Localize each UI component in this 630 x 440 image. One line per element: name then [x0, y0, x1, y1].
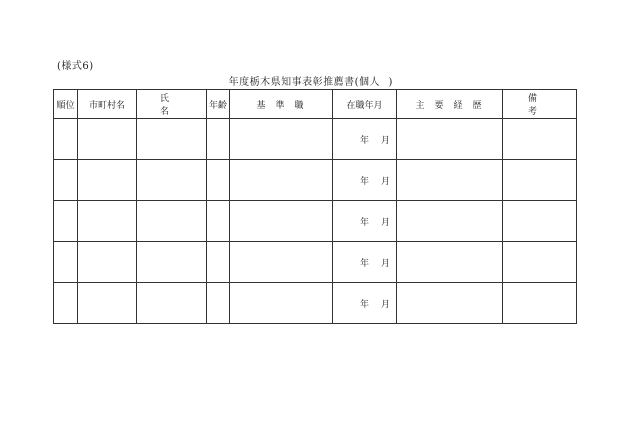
cell-municipality[interactable]: [78, 242, 137, 283]
header-rank: 順位: [54, 90, 78, 119]
cell-rank[interactable]: [54, 201, 78, 242]
cell-age[interactable]: [207, 119, 230, 160]
cell-career[interactable]: [397, 119, 503, 160]
header-municipality: 市町村名: [78, 90, 137, 119]
year-unit-label: 年: [359, 258, 369, 269]
cell-age[interactable]: [207, 283, 230, 324]
month-unit-label: 月: [380, 176, 390, 187]
year-unit-label: 年: [359, 217, 369, 228]
cell-remarks[interactable]: [503, 242, 577, 283]
year-unit-label: 年: [359, 135, 369, 146]
cell-name[interactable]: [137, 119, 207, 160]
header-age: 年齢: [207, 90, 230, 119]
cell-age[interactable]: [207, 160, 230, 201]
cell-tenure[interactable]: [333, 160, 397, 201]
cell-municipality[interactable]: [78, 283, 137, 324]
cell-municipality[interactable]: [78, 160, 137, 201]
table-header-row: [54, 90, 577, 119]
month-unit-label: 月: [380, 217, 390, 228]
table-row: [54, 201, 577, 242]
cell-tenure[interactable]: [333, 119, 397, 160]
cell-standard-position[interactable]: [230, 283, 333, 324]
recommendation-table: [53, 89, 577, 324]
cell-career[interactable]: [397, 201, 503, 242]
table-row: [54, 242, 577, 283]
cell-tenure[interactable]: [333, 283, 397, 324]
cell-standard-position[interactable]: [230, 201, 333, 242]
form-number-label: (様式6): [57, 61, 94, 72]
year-unit-label: 年: [359, 299, 369, 310]
table-row: [54, 119, 577, 160]
cell-rank[interactable]: [54, 160, 78, 201]
cell-standard-position[interactable]: [230, 160, 333, 201]
cell-standard-position[interactable]: [230, 242, 333, 283]
table-row: [54, 283, 577, 324]
table-row: [54, 160, 577, 201]
month-unit-label: 月: [380, 135, 390, 146]
month-unit-label: 月: [380, 299, 390, 310]
cell-rank[interactable]: [54, 119, 78, 160]
cell-municipality[interactable]: [78, 201, 137, 242]
form-title: [0, 73, 630, 88]
cell-rank[interactable]: [54, 283, 78, 324]
cell-age[interactable]: [207, 201, 230, 242]
cell-career[interactable]: [397, 242, 503, 283]
cell-standard-position[interactable]: [230, 119, 333, 160]
form-title-person: 人): [369, 77, 402, 88]
header-career: 主要経歴: [397, 90, 503, 119]
cell-career[interactable]: [397, 283, 503, 324]
cell-age[interactable]: [207, 242, 230, 283]
cell-name[interactable]: [137, 242, 207, 283]
header-tenure: 在職年月: [333, 90, 397, 119]
cell-tenure[interactable]: [333, 242, 397, 283]
header-standard-position: 基準職: [230, 90, 333, 119]
cell-name[interactable]: [137, 283, 207, 324]
cell-rank[interactable]: [54, 242, 78, 283]
cell-career[interactable]: [397, 160, 503, 201]
month-unit-label: 月: [380, 258, 390, 269]
cell-remarks[interactable]: [503, 160, 577, 201]
year-unit-label: 年: [359, 176, 369, 187]
cell-name[interactable]: [137, 160, 207, 201]
cell-remarks[interactable]: [503, 119, 577, 160]
cell-name[interactable]: [137, 201, 207, 242]
form-title-main: 年度栃木県知事表彰推薦書(個: [228, 77, 370, 88]
cell-remarks[interactable]: [503, 201, 577, 242]
header-remarks: 備考: [503, 90, 577, 119]
cell-remarks[interactable]: [503, 283, 577, 324]
cell-municipality[interactable]: [78, 119, 137, 160]
cell-tenure[interactable]: [333, 201, 397, 242]
header-name: 氏名: [137, 90, 207, 119]
